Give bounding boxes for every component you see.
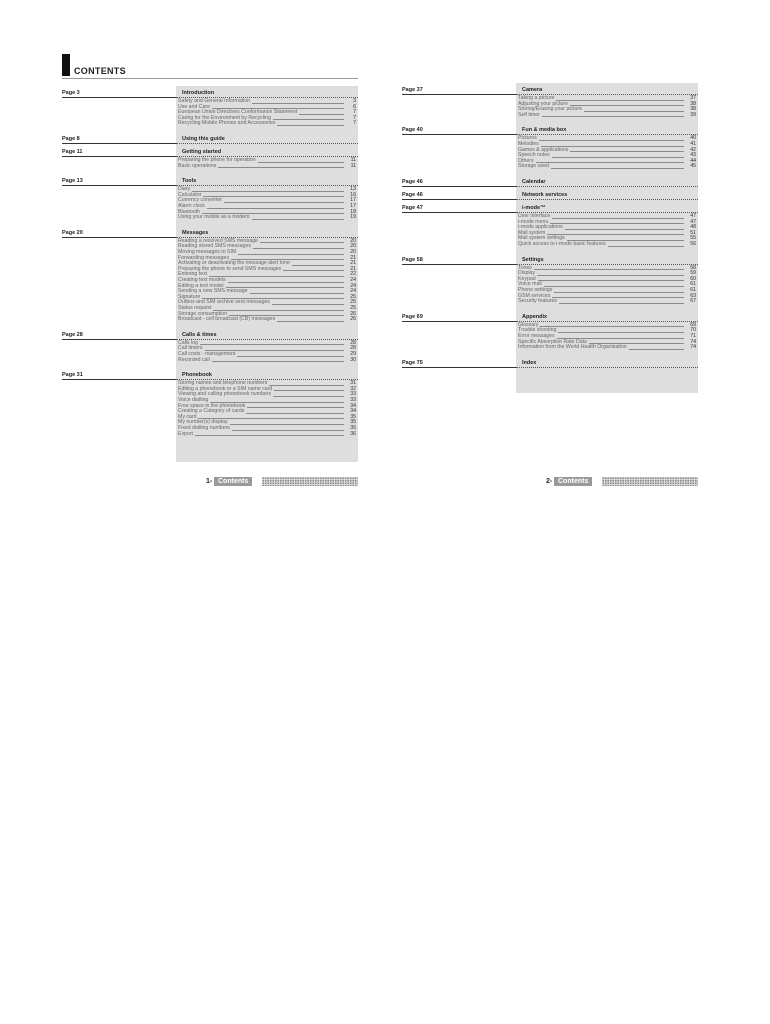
entry-page-number: 47 <box>686 220 696 226</box>
entry-page-number: 16 <box>346 193 356 199</box>
entry-title: Games & applications <box>518 146 569 153</box>
entry-title: My card <box>178 413 197 420</box>
toc-entry <box>178 432 356 438</box>
entry-page-number: 33 <box>346 392 356 398</box>
entry-title: Storing names and telephone numbers <box>178 380 268 387</box>
entry-title: Preparing the phone to send SMS messages <box>178 265 282 272</box>
section-title: Tools <box>182 178 197 185</box>
entry-page-number: 3 <box>346 99 356 105</box>
entry-title: Preparing the phone for operation <box>178 157 256 163</box>
entry-title: Broadcast - cell broadcast (CB) messages <box>178 316 276 323</box>
section-title-rule <box>516 186 698 187</box>
section-title: i-mode™ <box>522 205 546 211</box>
entry-page-number: 74 <box>686 340 696 346</box>
entry-page-number: 39 <box>686 113 696 119</box>
section-page-label: Page 69 <box>402 313 423 320</box>
entry-page-number: 59 <box>686 271 696 277</box>
entry-title: Alarm clock <box>178 202 205 209</box>
section-entries <box>178 187 356 221</box>
entry-title: i-mode applications <box>518 224 563 231</box>
footer-contents-badge: Contents <box>214 477 252 486</box>
entry-page-number: 31 <box>346 381 356 387</box>
entry-title: Reading a received SMS message <box>178 237 258 244</box>
entry-title: Viewing and calling phonebook numbers <box>178 391 272 398</box>
entry-page-number: 37 <box>686 96 696 102</box>
left-toc-column <box>62 86 358 462</box>
toc-entry <box>178 121 356 127</box>
entry-title: Mail system settings <box>518 235 565 242</box>
section-title-rule <box>176 143 358 144</box>
section-page-label: Page 11 <box>62 149 83 155</box>
section-title: Phonebook <box>182 372 212 379</box>
page-title: CONTENTS <box>74 66 126 76</box>
entry-title: Currency converter <box>178 197 223 204</box>
entry-title: Entering text <box>178 271 208 278</box>
entry-title: Safety and General Information <box>178 98 251 104</box>
entry-title: Sending a new SMS message <box>178 288 248 295</box>
leader-line <box>518 280 684 281</box>
section-title: Introduction <box>182 90 215 96</box>
entry-title: Trouble shooting <box>518 327 557 334</box>
toc-entry <box>518 299 696 305</box>
entry-title: Security features <box>518 298 557 305</box>
page-label-rule <box>62 379 176 380</box>
entry-page-number: 51 <box>686 231 696 237</box>
entry-title: Caring for the Environment by Recycling <box>178 114 271 121</box>
toc-entry <box>178 215 356 221</box>
section-title-rule <box>516 134 698 135</box>
entry-page-number: 69 <box>686 323 696 329</box>
section-page-label: Page 3 <box>62 90 80 96</box>
entry-title: Others <box>518 157 534 164</box>
section-title: Calendar <box>522 179 546 185</box>
section-entries <box>178 381 356 437</box>
entry-title: Calls log <box>178 339 198 346</box>
entry-title: Call costs - management <box>178 350 236 357</box>
section-entries <box>178 99 356 127</box>
page-label-rule <box>62 97 176 98</box>
entry-title: Adjusting your picture <box>518 100 568 107</box>
entry-title: Mail system <box>518 229 546 236</box>
section-title-rule <box>176 339 358 340</box>
page-label-rule <box>402 321 516 322</box>
page-label-rule <box>402 264 516 265</box>
footer-dot-pattern <box>602 477 698 486</box>
entry-page-number: 74 <box>686 345 696 351</box>
entry-page-number: 38 <box>686 107 696 113</box>
entry-page-number: 21 <box>346 256 356 262</box>
entry-page-number: 25 <box>346 306 356 312</box>
section-page-label: Page 13 <box>62 178 83 185</box>
page-label-rule <box>62 237 176 238</box>
toc-entry <box>518 164 696 170</box>
entry-page-number: 60 <box>686 277 696 283</box>
entry-title: Free space in the phonebook <box>178 402 246 409</box>
entry-title: Creating a Category of cards <box>178 408 245 415</box>
entry-page-number: 34 <box>346 409 356 415</box>
page-label-rule <box>402 367 516 368</box>
entry-page-number: 6 <box>346 105 356 111</box>
section-entries <box>178 239 356 323</box>
entry-page-number: 7 <box>346 110 356 116</box>
entry-title: Voice dialling <box>178 396 209 403</box>
section-title-rule <box>516 264 698 265</box>
entry-title: Storage used <box>518 163 549 170</box>
section-page-label: Page 37 <box>402 87 423 93</box>
entry-page-number: 47 <box>686 214 696 220</box>
entry-page-number: 17 <box>346 198 356 204</box>
section-page-label: Page 46 <box>402 179 423 185</box>
entry-page-number: 32 <box>346 387 356 393</box>
entry-title: Bluetooth <box>178 208 200 215</box>
entry-page-number: 67 <box>686 299 696 305</box>
section-title: Using this guide <box>182 136 225 142</box>
entry-title: Status request <box>178 304 212 311</box>
page-label-rule <box>402 186 516 187</box>
entry-title: Storing/Erasing your picture <box>518 106 583 113</box>
entry-title: Using your mobile as a modem <box>178 214 250 221</box>
entry-title: Display <box>518 270 536 277</box>
section-entries <box>518 323 696 351</box>
section-title: Network services <box>522 192 568 198</box>
toc-entry <box>518 345 696 351</box>
section-title: Camera <box>522 87 543 93</box>
header-bar <box>62 54 70 76</box>
right-toc-column <box>402 83 698 393</box>
entry-page-number: 71 <box>686 334 696 340</box>
section-entries <box>518 136 696 170</box>
entry-page-number: 11 <box>346 158 356 164</box>
entry-title: User interface <box>518 213 551 219</box>
entry-title: Export <box>178 430 193 437</box>
section-entries <box>178 341 356 363</box>
entry-title: Specific Absorption Rate Data <box>518 338 587 345</box>
section-title: Settings <box>522 256 544 263</box>
page-label-rule <box>402 212 516 213</box>
entry-title: GSM services <box>518 292 551 299</box>
entry-page-number: 35 <box>346 415 356 421</box>
entry-page-number: 25 <box>346 300 356 306</box>
entry-page-number: 20 <box>346 239 356 245</box>
entry-page-number: 35 <box>346 420 356 426</box>
entry-page-number: 24 <box>346 278 356 284</box>
entry-page-number: 25 <box>346 295 356 301</box>
entry-title: i-mode menu <box>518 218 549 225</box>
entry-page-number: 17 <box>346 204 356 210</box>
section-page-label: Page 46 <box>402 192 423 198</box>
section-title-rule <box>516 321 698 322</box>
section-entries <box>518 96 696 118</box>
entry-title: Diary <box>178 186 191 193</box>
section-page-label: Page 58 <box>402 256 423 263</box>
section-title: Index <box>522 359 537 366</box>
entry-page-number: 56 <box>686 242 696 248</box>
entry-title: Quick access to i-mode basic features <box>518 240 606 247</box>
entry-title: Call timers <box>178 345 203 352</box>
entry-title: Information from the World Health Organisation <box>518 344 627 351</box>
entry-title: Taking a picture <box>518 95 555 101</box>
entry-page-number: 7 <box>346 116 356 122</box>
page-label-rule <box>402 134 516 135</box>
entry-title: Creating text models <box>178 276 226 283</box>
section-entries <box>518 214 696 248</box>
entry-title: Reading stored SMS messages <box>178 243 251 250</box>
entry-page-number: 19 <box>346 215 356 221</box>
entry-page-number: 42 <box>686 148 696 154</box>
section-title: Getting started <box>182 149 222 155</box>
toc-entry <box>178 358 356 364</box>
entry-page-number: 35 <box>346 426 356 432</box>
header-rule <box>62 78 358 79</box>
entry-page-number: 13 <box>346 187 356 193</box>
section-page-label: Page 75 <box>402 359 423 366</box>
entry-title: Storage consumption <box>178 310 228 317</box>
footer-page-number: 1- <box>206 478 213 485</box>
entry-page-number: 61 <box>686 288 696 294</box>
entry-title: Error messages <box>518 332 555 339</box>
section-title: Fun & media box <box>522 127 567 134</box>
section-page-label: Page 47 <box>402 205 423 211</box>
section-title: Messages <box>182 229 209 236</box>
entry-page-number: 61 <box>686 282 696 288</box>
entry-title: Forwarding messages <box>178 254 230 261</box>
entry-page-number: 33 <box>346 398 356 404</box>
section-title-rule <box>176 185 358 186</box>
section-title-rule <box>516 199 698 200</box>
toc-entry <box>178 317 356 323</box>
footer-left <box>200 477 358 486</box>
entry-title: Melodies <box>518 140 539 147</box>
entry-title: Glossary <box>518 321 539 328</box>
contents-header <box>62 52 358 82</box>
page-label-rule <box>62 185 176 186</box>
entry-title: Use and Care <box>178 103 211 110</box>
entry-page-number: 58 <box>686 266 696 272</box>
entry-title: Recycling Mobile Phones and Accessories <box>178 120 276 127</box>
entry-page-number: 11 <box>346 164 356 170</box>
entry-page-number: 40 <box>686 136 696 142</box>
footer-dot-pattern <box>262 477 358 486</box>
entry-page-number: 38 <box>686 102 696 108</box>
entry-page-number: 22 <box>346 272 356 278</box>
entry-title: Tones <box>518 264 532 271</box>
entry-title: Calculator <box>178 191 202 198</box>
entry-title: Pictures <box>518 135 537 142</box>
entry-page-number: 44 <box>686 159 696 165</box>
entry-page-number: 20 <box>346 244 356 250</box>
leader-line <box>518 116 684 117</box>
leader-line <box>518 140 684 141</box>
toc-entry <box>518 113 696 119</box>
entry-page-number: 24 <box>346 289 356 295</box>
entry-title: Speech notes <box>518 152 550 159</box>
entry-page-number: 36 <box>346 432 356 438</box>
entry-title: Self timer <box>518 111 540 118</box>
page-label-rule <box>402 94 516 95</box>
section-entries <box>518 266 696 305</box>
entry-page-number: 55 <box>686 236 696 242</box>
entry-title: Outbox and SIM archive sent messages <box>178 299 270 306</box>
page-label-rule <box>62 143 176 144</box>
section-title: Calls & times <box>182 331 217 338</box>
entry-page-number: 48 <box>686 225 696 231</box>
entry-page-number: 41 <box>686 142 696 148</box>
entry-page-number: 70 <box>686 328 696 334</box>
toc-entry <box>178 164 356 170</box>
entry-page-number: 20 <box>346 250 356 256</box>
entry-title: European Union Directives Conformance Statement <box>178 109 298 116</box>
entry-title: Activating or deactivating the message alert tone <box>178 260 290 267</box>
section-page-label: Page 20 <box>62 229 83 236</box>
section-page-label: Page 31 <box>62 372 83 379</box>
footer-contents-badge: Contents <box>554 477 592 486</box>
entry-page-number: 28 <box>346 346 356 352</box>
section-entries <box>178 158 356 169</box>
leader-line <box>178 191 344 192</box>
page-label-rule <box>62 156 176 157</box>
section-page-label: Page 28 <box>62 331 83 338</box>
entry-page-number: 30 <box>346 358 356 364</box>
entry-title: Editing a text model <box>178 282 224 289</box>
entry-title: My number(s) display <box>178 419 228 426</box>
entry-page-number: 34 <box>346 404 356 410</box>
footer-right <box>540 477 698 486</box>
entry-title: Signature <box>178 293 201 300</box>
entry-title: Phone settings <box>518 286 553 293</box>
section-page-label: Page 8 <box>62 136 80 142</box>
entry-page-number: 24 <box>346 284 356 290</box>
entry-title: Voice mail <box>518 281 542 288</box>
entry-title: Basic operations <box>178 162 217 169</box>
leader-line <box>518 269 684 270</box>
entry-page-number: 45 <box>686 164 696 170</box>
entry-page-number: 28 <box>346 341 356 347</box>
entry-title: Keypad <box>518 275 536 282</box>
entry-page-number: 26 <box>346 317 356 323</box>
toc-entry <box>518 242 696 248</box>
entry-title: Moving messages to SIM <box>178 248 237 255</box>
entry-title: Recorded call <box>178 356 210 363</box>
entry-page-number: 26 <box>346 312 356 318</box>
section-title: Appendix <box>522 313 548 320</box>
footer-page-number: 2- <box>546 478 553 485</box>
entry-title: Editing a phonebook or a SIM name card <box>178 385 273 392</box>
entry-page-number: 18 <box>346 210 356 216</box>
page-label-rule <box>62 339 176 340</box>
entry-page-number: 21 <box>346 261 356 267</box>
section-page-label: Page 40 <box>402 127 423 134</box>
section-title-rule <box>516 367 698 368</box>
entry-page-number: 63 <box>686 294 696 300</box>
leader-line <box>178 435 344 436</box>
leader-line <box>518 275 684 276</box>
entry-page-number: 29 <box>346 352 356 358</box>
page-label-rule <box>402 199 516 200</box>
entry-title: Fixed dialling numbers <box>178 424 230 431</box>
entry-page-number: 7 <box>346 121 356 127</box>
entry-page-number: 21 <box>346 267 356 273</box>
entry-page-number: 43 <box>686 153 696 159</box>
